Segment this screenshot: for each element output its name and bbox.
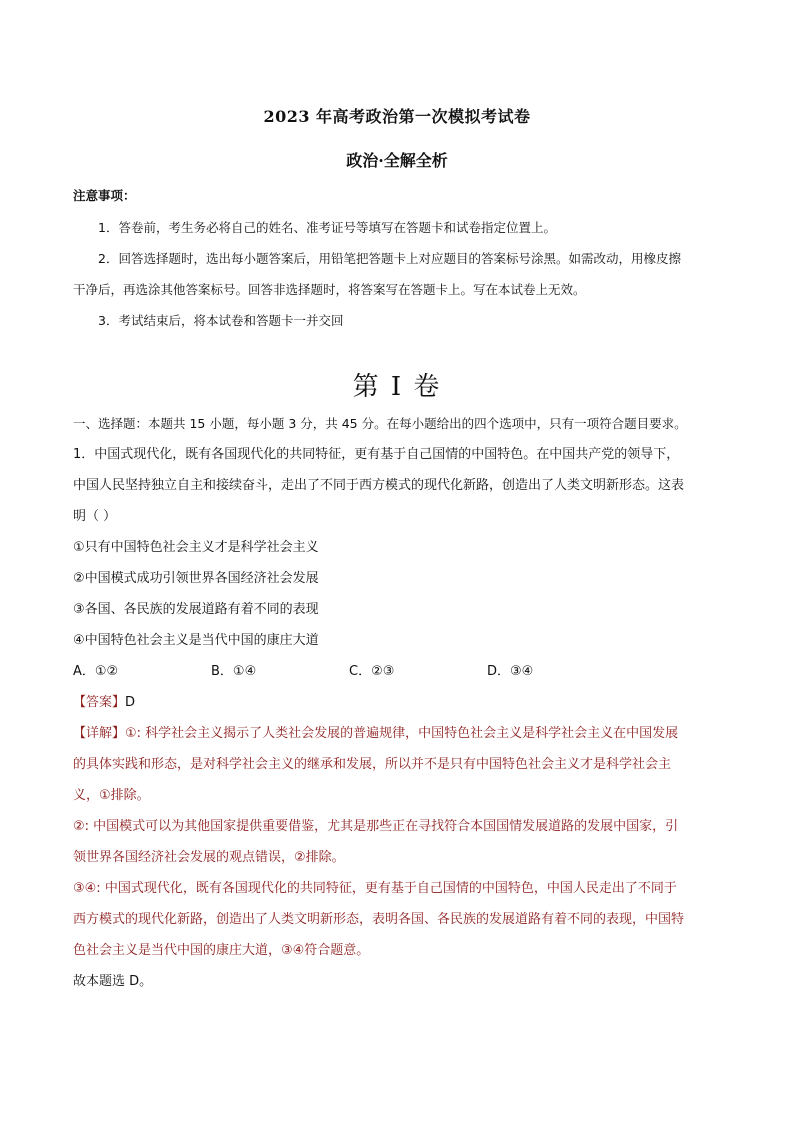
exam-title: 2023 年高考政治第一次模拟考试卷 bbox=[263, 107, 531, 126]
option-d: D．③④ bbox=[487, 664, 534, 679]
notes-list bbox=[73, 212, 688, 336]
analysis-text: ①: 科学社会主义揭示了人类社会发展的普遍规律，中国特色社会主义是科学社会主义在中国发展的具体实践和形态，是对科学社会主义的继承和发展，所以并不是只有中国特色社会主义才是科学社会主义，①排除。 bbox=[73, 726, 679, 803]
statement-item: ④中国特色社会主义是当代中国的康庄大道 bbox=[73, 633, 319, 648]
analysis-paragraph bbox=[73, 718, 688, 811]
answer-tag: 【答案】 bbox=[73, 695, 126, 710]
note-item: 1．答卷前，考生务必将自己的姓名、准考证号等填写在答题卡和试卷指定位置上。 bbox=[98, 220, 556, 235]
statement-item: ②中国模式成功引领世界各国经济社会发展 bbox=[73, 571, 319, 586]
exam-subtitle: 政治·全解全析 bbox=[346, 151, 448, 170]
analysis-paragraph: ③④: 中国式现代化，既有各国现代化的共同特征，更有基于自己国情的中国特色，中国人民走出了不同于西方模式的现代化新路，创造出了人类文明新形态，表明各国、各民族的发展道路有着不同的表现，中国特色社会主义是当代中国的康庄大道，③④符合题意。 bbox=[73, 881, 685, 958]
statement-item: ①只有中国特色社会主义才是科学社会主义 bbox=[73, 540, 319, 555]
option-c: C．②③ bbox=[349, 664, 395, 679]
question-section bbox=[73, 408, 688, 997]
answer-value: D bbox=[125, 695, 136, 710]
part-title: 第 I 卷 bbox=[352, 372, 442, 402]
analysis-paragraph: ②: 中国模式可以为其他国家提供重要借鉴，尤其是那些正在寻找符合本国国情发展道路的发展中国家，引领世界各国经济社会发展的观点错误，②排除。 bbox=[73, 819, 679, 865]
answer-line bbox=[73, 687, 688, 718]
note-item: 3．考试结束后，将本试卷和答题卡一并交回 bbox=[98, 313, 344, 328]
option-b: B．①④ bbox=[211, 664, 257, 679]
note-item: 2．回答选择题时，选出每小题答案后，用铅笔把答题卡上对应题目的答案标号涂黑。如需改动，用橡皮擦干净后，再选涂其他答案标号。回答非选择题时，将答案写在答题卡上。写在本试卷上无效。 bbox=[73, 251, 681, 297]
analysis-tag: 【详解】 bbox=[73, 726, 126, 741]
section-intro: 一、选择题：本题共 15 小题，每小题 3 分，共 45 分。在每小题给出的四个选项中，只有一项符合题目要求。 bbox=[73, 416, 687, 431]
statement-item: ③各国、各民族的发展道路有着不同的表现 bbox=[73, 602, 319, 617]
notes-heading: 注意事项： bbox=[73, 188, 136, 203]
option-a: A．①② bbox=[73, 664, 119, 679]
options-row bbox=[73, 656, 688, 687]
conclusion: 故本题选 D。 bbox=[73, 974, 153, 989]
question-stem: 1．中国式现代化，既有各国现代化的共同特征，更有基于自己国情的中国特色。在中国共产党的领导下，中国人民坚持独立自主和接续奋斗，走出了不同于西方模式的现代化新路，创造出了人类文明新形态。这表明（ ） bbox=[73, 447, 685, 524]
